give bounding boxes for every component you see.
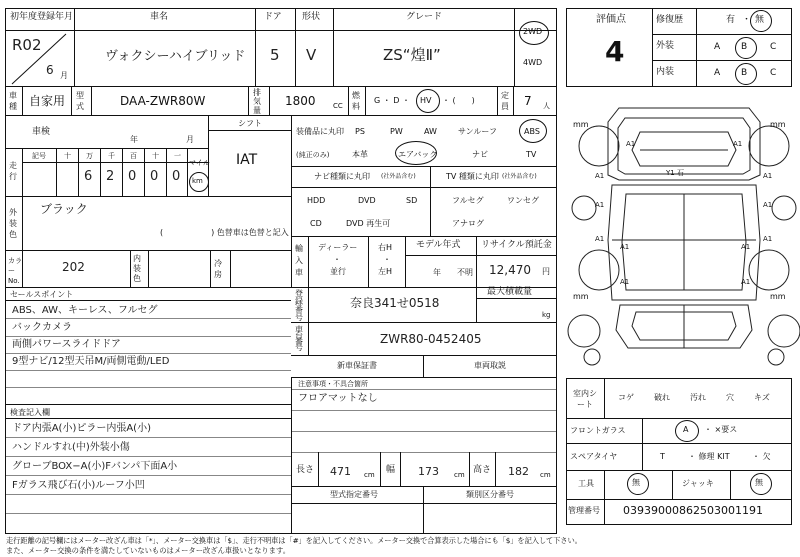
equip-sunroof: サンルーフ xyxy=(458,127,497,136)
height-unit: cm xyxy=(540,471,551,479)
mark-a1-11: A1 xyxy=(620,278,630,286)
jack-label: ジャッキ xyxy=(682,479,714,488)
mark-a1-9: A1 xyxy=(620,243,630,251)
navi-dvd-play: DVD 再生可 xyxy=(346,219,391,228)
exterior-label: 外装 xyxy=(656,41,675,51)
notes-value: フロアマットなし xyxy=(298,393,378,404)
odometer-digit-header: 千 xyxy=(108,152,115,160)
mgmt-label: 管理番号 xyxy=(568,506,600,515)
chassis-label: 車台番号 xyxy=(295,325,303,352)
odometer-digit: 2 xyxy=(106,169,115,184)
sales-points-label: セールスポイント xyxy=(10,290,74,299)
seat-hole: 穴 xyxy=(726,393,734,402)
score-value: 4 xyxy=(605,35,625,68)
color-no-value: 202 xyxy=(62,260,85,274)
navi-cd: CD xyxy=(310,219,322,228)
import-dot: ・ xyxy=(333,255,341,264)
interior-seat-label: 室内シート xyxy=(573,389,597,409)
import-parallel: 並行 xyxy=(330,267,346,276)
exterior-a: A xyxy=(714,42,721,52)
first-reg-month: 6 xyxy=(46,63,54,77)
inspector-item-3: グローブBOX−A(小)Fバンパ下面A小 xyxy=(12,461,178,472)
spare-kit: ・ 修理 KIT xyxy=(688,452,730,461)
inspector-item-2: ハンドルすれ(中)外装小傷 xyxy=(12,442,130,453)
capacity-label: 定員 xyxy=(501,91,509,111)
interior-color-label: 内装色 xyxy=(133,254,141,283)
odometer-digit: 0 xyxy=(150,169,159,184)
navi-dvd: DVD xyxy=(358,196,376,205)
drive-4wd: 4WD xyxy=(523,58,543,67)
equipment-sublabel: (純正のみ) xyxy=(296,151,330,159)
spare-missing: ・ 欠 xyxy=(752,452,771,461)
warranty: 新車保証書 xyxy=(337,361,377,370)
width-unit: cm xyxy=(454,471,465,479)
displacement-label: 排気量 xyxy=(253,88,261,115)
mark-a1-12: A1 xyxy=(741,278,751,286)
exterior-b: B xyxy=(741,42,748,52)
model-label: 型式 xyxy=(76,91,84,111)
equip-abs: ABS xyxy=(524,127,540,136)
mark-a1-2: A1 xyxy=(733,140,743,148)
equipment-label: 装備品に丸印 xyxy=(296,127,344,136)
inspector-label: 検査記入欄 xyxy=(10,408,50,417)
tv-analog: アナログ xyxy=(452,219,484,228)
sales-point-3: 両側パワースライドドア xyxy=(12,339,121,350)
mark-a1-1: A1 xyxy=(626,140,636,148)
fuel-hv: HV xyxy=(420,96,432,105)
width-value: 173 xyxy=(418,465,439,478)
mark-a1-3: A1 xyxy=(595,172,605,180)
capacity-value: 7 xyxy=(524,94,532,108)
navi-sd: SD xyxy=(406,196,418,205)
seat-tear: 破れ xyxy=(654,393,670,402)
shape-value: V xyxy=(306,46,317,64)
equip-aw: AW xyxy=(424,127,437,136)
interior-b: B xyxy=(741,68,748,78)
seat-stain: 汚れ xyxy=(690,393,706,402)
odometer-digit-header: 百 xyxy=(130,152,137,160)
repair-yes: 有 xyxy=(726,15,736,25)
tools-label: 工具 xyxy=(578,479,594,488)
footer-line-1: 走行距離の記号欄にはメーター改ざん車は「*」、メーター交換車は「$」、走行不明車は「#」を記入してください。メーター交換で合算表示した場合にも「$」を記入して下さい。 xyxy=(6,536,582,545)
height-label: 高さ xyxy=(473,465,492,475)
navi-label-note: (社外品含む) xyxy=(381,173,416,180)
color-no-label: カラーNo. xyxy=(8,257,22,285)
shift-label: シフト xyxy=(238,119,262,128)
use-label: 車種 xyxy=(9,91,17,111)
odometer-digit: 6 xyxy=(84,169,93,184)
windshield-label: フロントガラス xyxy=(570,426,626,435)
category-no-label: 類別区分番号 xyxy=(466,490,514,499)
interior-a: A xyxy=(714,68,721,78)
notes-label: 注意事項・不具合箇所 xyxy=(298,380,368,388)
grade-value: ZS“煌Ⅱ” xyxy=(383,46,441,64)
navi-label: ナビ種類に丸印 xyxy=(314,172,370,181)
type-no-label: 型式指定番号 xyxy=(330,490,378,499)
mark-a1-8: A1 xyxy=(763,235,773,243)
import-dot-2: ・ xyxy=(383,255,391,264)
mark-a1-7: A1 xyxy=(595,235,605,243)
spare-label: スペアタイヤ xyxy=(570,452,618,461)
color-value: ブラック xyxy=(40,202,88,216)
fuel-options: G ・ D ・ xyxy=(374,96,410,105)
odometer-digit-header: 十 xyxy=(64,152,71,160)
capacity-unit: 人 xyxy=(543,102,550,110)
grade-label: グレード xyxy=(406,12,443,22)
equip-ps: PS xyxy=(355,127,365,136)
odometer-digit-header: 十 xyxy=(152,152,159,160)
equip-pw: PW xyxy=(390,127,403,136)
seat-burn: コゲ xyxy=(618,393,634,402)
first-reg-era: R02 xyxy=(12,36,42,54)
cc-unit: CC xyxy=(333,102,343,110)
length-unit: cm xyxy=(364,471,375,479)
odometer-digit-header: 一 xyxy=(174,152,181,160)
seat-scratch: キズ xyxy=(754,393,770,402)
odometer-digit: 0 xyxy=(172,169,181,184)
interior-label: 内装 xyxy=(656,67,675,77)
odometer-digit-header: 万 xyxy=(86,152,93,160)
yen-unit: 円 xyxy=(542,267,550,276)
registration-label: 登録番号 xyxy=(295,289,303,322)
color-note: ( ) 色替車は色替と記入 xyxy=(160,228,289,237)
inspection-label: 車検 xyxy=(32,127,51,137)
mileage-label: 走行 xyxy=(9,161,17,181)
kg-unit: kg xyxy=(542,311,551,319)
use-value: 自家用 xyxy=(29,94,66,108)
sep: ・ xyxy=(742,15,752,25)
equip-navi: ナビ xyxy=(472,150,488,159)
model-year-label: モデル年式 xyxy=(416,240,461,250)
tv-label: TV 種類に丸印 xyxy=(446,172,499,181)
recycle-label: リサイクル預託金 xyxy=(481,240,552,250)
import-right-h: 右H xyxy=(378,243,393,252)
length-label: 長さ xyxy=(296,465,315,475)
mgmt-value: 03939000862503001191 xyxy=(623,504,763,517)
fuel-label: 燃料 xyxy=(352,91,360,111)
inspection-year: 年 xyxy=(130,135,138,144)
repair-label: 修復歴 xyxy=(656,15,684,25)
import-left-h: 左H xyxy=(378,267,393,276)
door-label: ドア xyxy=(264,12,282,22)
mm-mark-1: mm xyxy=(573,120,589,129)
spare-t: T xyxy=(660,452,665,461)
mark-y1-stone: Y1 石 xyxy=(666,169,684,177)
inspection-month: 月 xyxy=(186,135,194,144)
mark-a1-10: A1 xyxy=(741,243,751,251)
mm-mark-4: mm xyxy=(770,292,786,301)
km-unit: km xyxy=(192,177,203,185)
footer-line-2: また、メーター交換の条件を満たしていないものはメーター改ざん車扱いとなります。 xyxy=(6,546,290,555)
mark-a1-6: A1 xyxy=(763,201,773,209)
mark-a1-4: A1 xyxy=(763,172,773,180)
import-label: 輸入車 xyxy=(295,244,303,277)
car-name: ヴォクシーハイブリッド xyxy=(105,49,246,64)
tv-oneseg: ワンセグ xyxy=(507,196,539,205)
tv-label-note: (社外品含む) xyxy=(502,173,537,180)
jack-value: 無 xyxy=(755,478,763,487)
shift-value: IAT xyxy=(236,152,258,168)
month-unit: 月 xyxy=(60,71,68,80)
sales-point-4: 9型ナビ/12型天吊M/両側電動/LED xyxy=(12,356,170,367)
repair-no: 無 xyxy=(755,15,765,25)
equip-leather: 本革 xyxy=(352,150,368,159)
model-year-year: 年 xyxy=(433,268,441,277)
windshield-rest: ・ ×要ス xyxy=(704,425,738,434)
max-load-label: 最大積載量 xyxy=(487,287,533,297)
model-value: DAA-ZWR80W xyxy=(120,94,206,108)
mm-mark-2: mm xyxy=(770,120,786,129)
car-name-label: 車名 xyxy=(150,12,169,22)
sign-label: 記号 xyxy=(32,152,46,160)
interior-c: C xyxy=(770,68,777,78)
cooler-label: 冷房 xyxy=(214,259,222,279)
navi-hdd: HDD xyxy=(307,196,326,205)
recycle-value: 12,470 xyxy=(489,263,531,277)
sales-point-2: バックカメラ xyxy=(12,322,72,333)
mm-mark-3: mm xyxy=(573,292,589,301)
model-year-unknown: 不明 xyxy=(457,268,473,277)
inspector-item-1: ドア内張A(小)ピラー内張A(小) xyxy=(12,423,151,434)
equip-airbag: エアバック xyxy=(398,150,438,159)
equip-tv: TV xyxy=(526,150,537,159)
odometer-digit: 0 xyxy=(128,169,137,184)
length-value: 471 xyxy=(330,465,351,478)
windshield-a: A xyxy=(683,425,689,434)
sales-point-1: ABS、AW、キーレス、フルセグ xyxy=(12,305,158,316)
width-label: 幅 xyxy=(386,465,396,475)
first-reg-label: 初年度登録年月 xyxy=(10,12,74,22)
door-count: 5 xyxy=(270,46,280,64)
displacement-value: 1800 xyxy=(285,94,316,108)
mile-unit: マイル xyxy=(189,159,210,167)
fuel-paren: ・ ( ) xyxy=(442,96,475,105)
registration-value: 奈良341せ0518 xyxy=(350,296,440,310)
inspector-item-4: Fガラス飛び石(小)ルーフ小凹 xyxy=(12,480,145,491)
color-label: 外装色 xyxy=(9,208,17,239)
drive-2wd: 2WD xyxy=(523,27,543,36)
exterior-c: C xyxy=(770,42,777,52)
tv-fullseg: フルセグ xyxy=(452,196,484,205)
tools-value: 無 xyxy=(632,478,640,487)
manual: 車両取説 xyxy=(474,361,506,370)
import-dealer: ディーラー xyxy=(318,243,358,252)
mark-a1-5: A1 xyxy=(595,201,605,209)
shape-label: 形状 xyxy=(302,12,321,22)
score-label: 評価点 xyxy=(596,14,626,25)
chassis-value: ZWR80-0452405 xyxy=(380,332,482,346)
height-value: 182 xyxy=(508,465,529,478)
